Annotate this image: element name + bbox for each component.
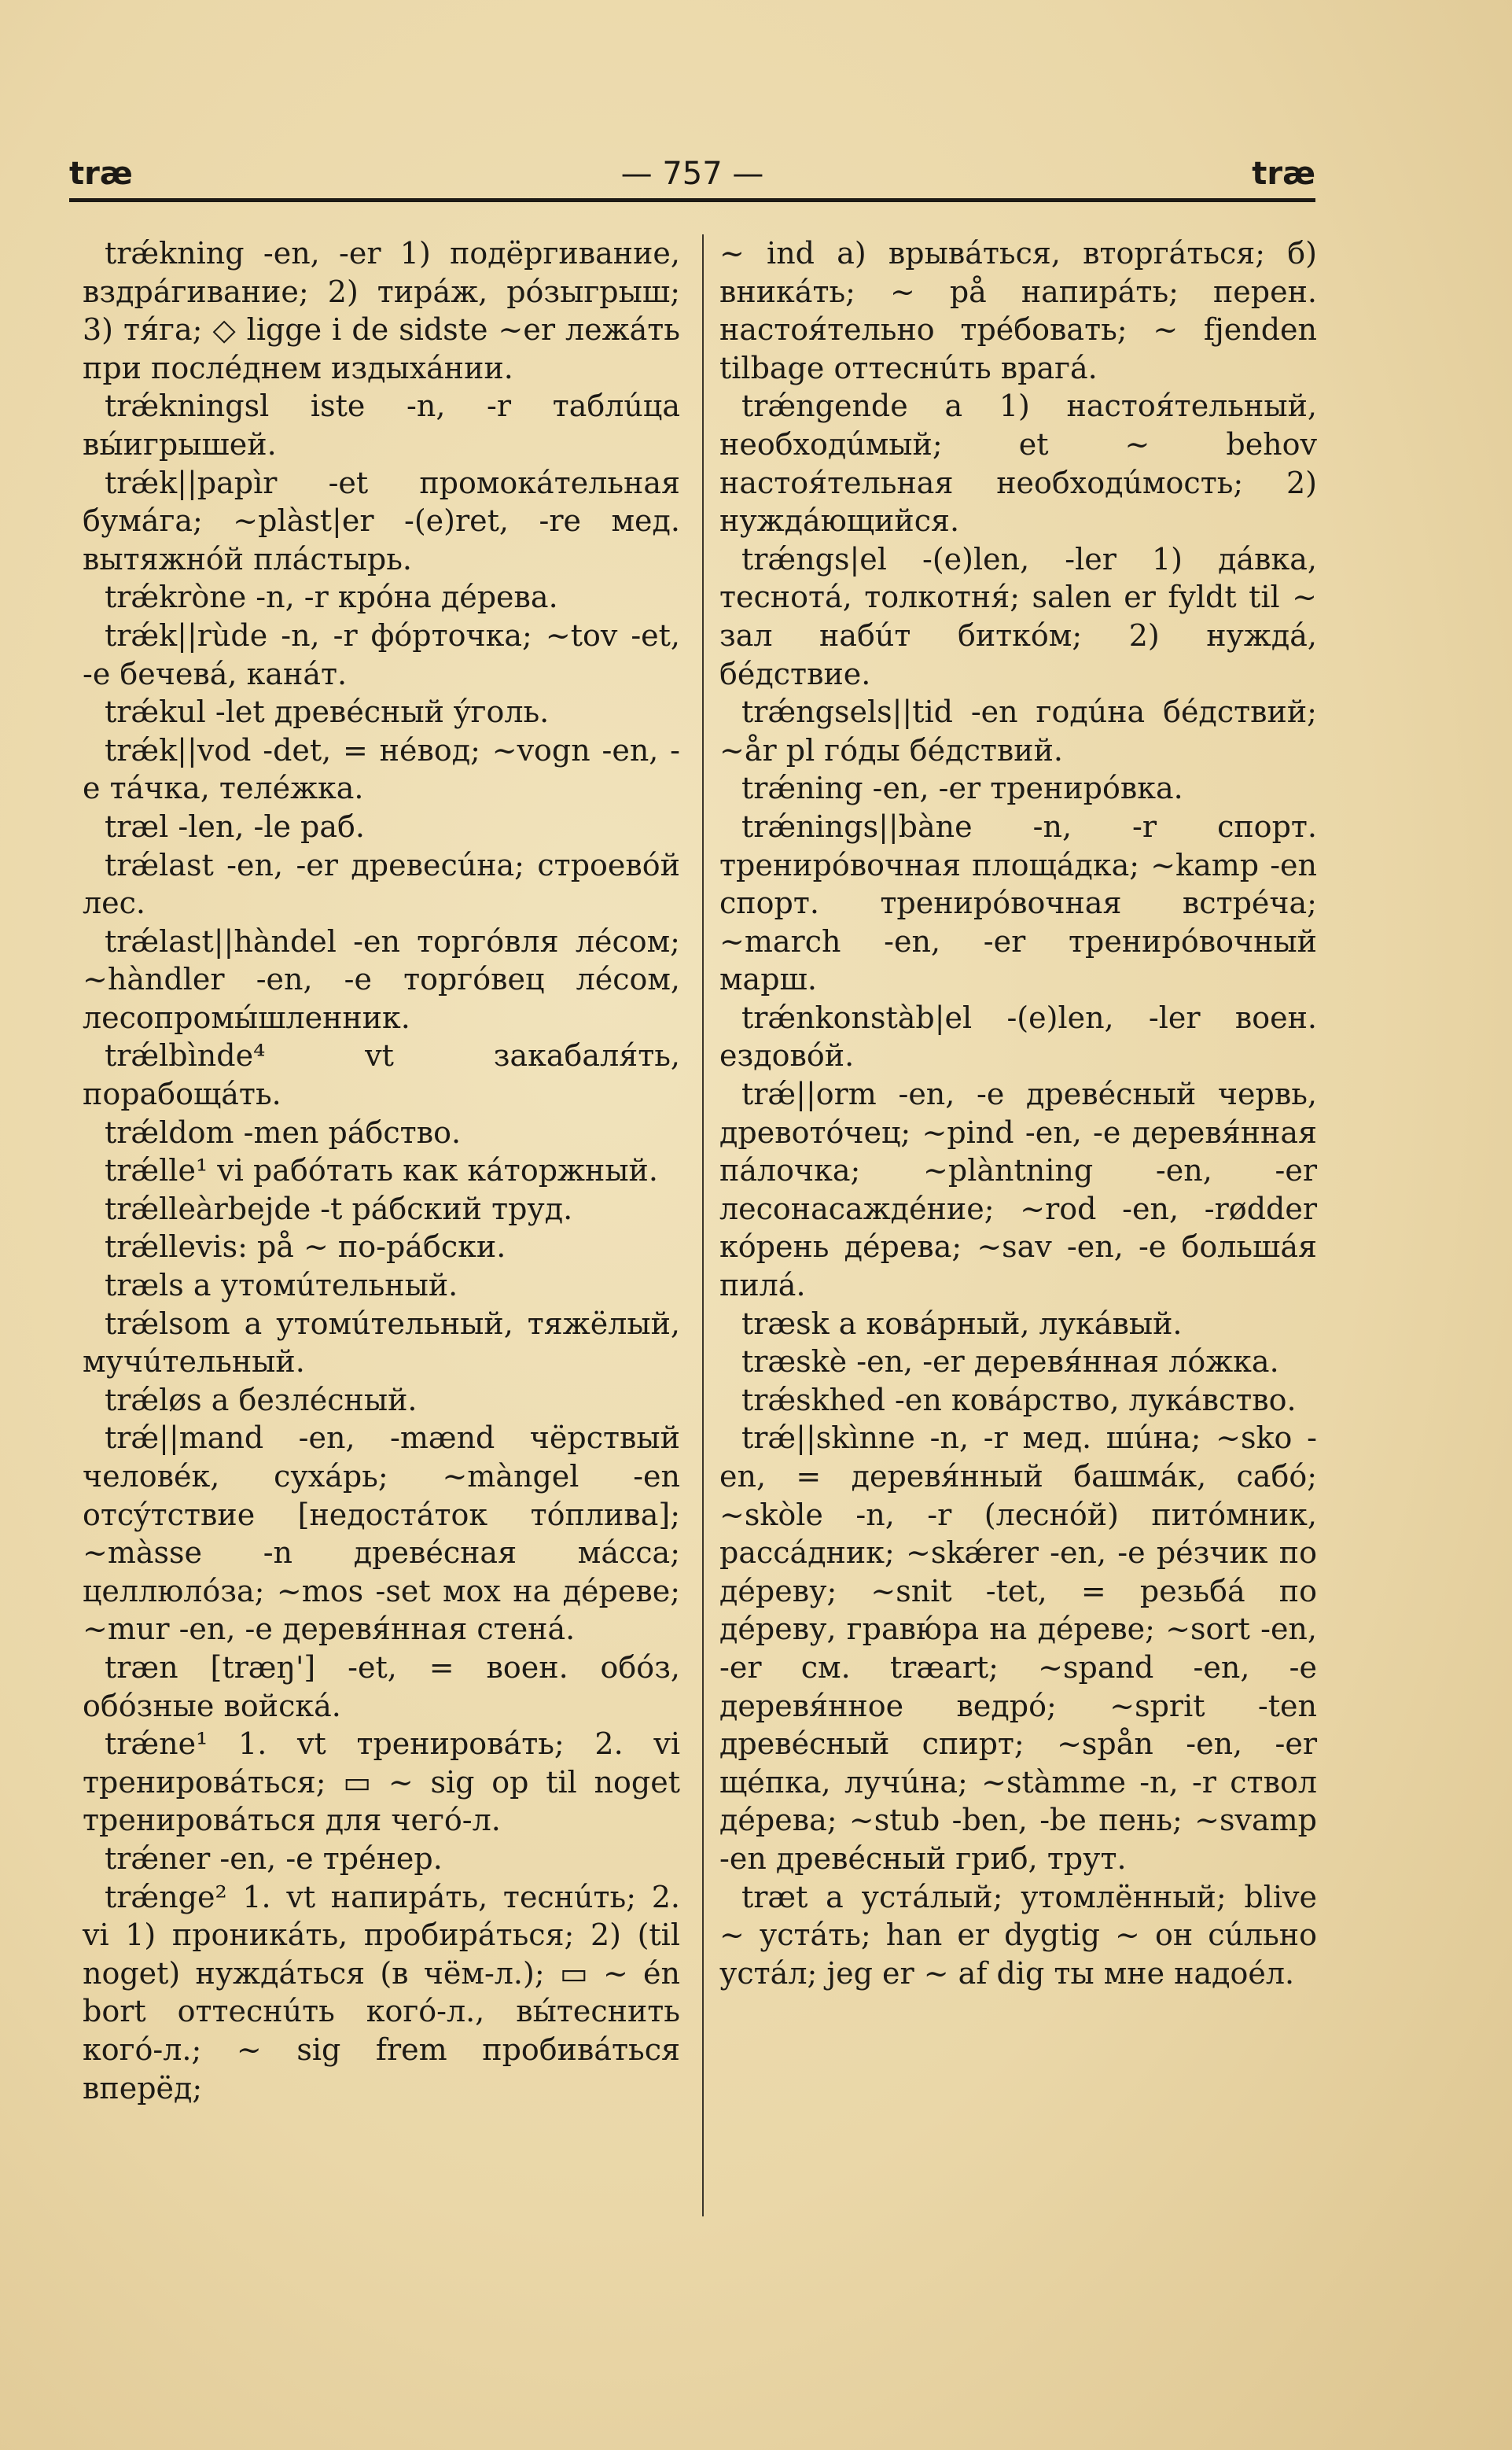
running-header [69,156,1315,203]
dictionary-entry: træn [træŋ'] -et, = воен. обóз, обóзные войскá. [83,1649,680,1723]
dictionary-entry: trǽnings||bàne -n, -r спорт. тренирóвочная площáдка; ~kamp -en спорт. тренирóвочная встрéча; ~march -en, -er тренирóвочный марш. [719,809,1317,997]
dictionary-entry: trǽngsels||tid -en годúна бéдствий; ~år pl гóды бéдствий. [719,694,1317,768]
dictionary-entry: trǽlle¹ vi рабóтать как кáторжный. [105,1153,658,1188]
header-guide-word-left: træ [69,156,133,192]
left-column [83,234,680,2107]
header-rule [69,198,1315,202]
dictionary-entry: trǽkningsl iste -n, -r таблúца вы́игрышей. [83,389,680,462]
page-number: — 757 — [620,156,764,192]
dictionary-entry: trǽ||skìnne -n, -r мед. шúна; ~sko -en, = деревя́нный башмáк, сабó; ~skòle -n, -r (леснóй) питóмник, рассáдник; ~skǽrer -en, -e рéзчик по дéреву; ~snit -tet, = резьбá по дéреву, гравю́ра на дéреве; ~sort -en, -er см. træart; ~spand -en, -e деревя́нное ведрó; ~sprit -ten древéсный спирт; ~spån -en, -er щéпка, лучúна; ~stàmme -n, -r ствол дéрева; ~stub -ben, -be пень; ~svamp -en древéсный гриб, трут. [719,1420,1317,1876]
dictionary-entry: trǽskhed -en ковáрство, лукáвство. [741,1382,1297,1417]
header-guide-word-right: træ [1252,156,1315,192]
dictionary-entry: træt a устáлый; утомлённый; blive ~ устáть; han er dygtig ~ он сúльно устáл; jeg er ~ af dig ты мне надоéл. [719,1879,1317,1991]
dictionary-entry: trǽkròne -n, -r крóна дéрева. [105,580,558,615]
dictionary-entry: træskè -en, -er деревя́нная лóжка. [741,1344,1279,1380]
dictionary-entry: trǽlsom a утомúтельный, тяжёлый, мучúтельный. [83,1306,680,1380]
right-column [719,234,1317,1992]
dictionary-entry: trǽløs a безлéсный. [105,1382,418,1417]
dictionary-entry: træsk a ковáрный, лукáвый. [741,1306,1183,1341]
dictionary-entry: trǽlbìnde⁴ vt закабаля́ть, порабощáть. [83,1038,680,1112]
dictionary-entry: trǽk||papìr -et промокáтельная бумáга; ~plàst|er -(e)ret, -re мед. вытяжнóй плáстырь. [83,465,680,577]
dictionary-entry: trǽngende a 1) настоя́тельный, необходúмый; et ~ behov настоя́тельная необходúмость; 2) нуждáющийся. [719,389,1317,539]
dictionary-entry-continued: ~ ind а) врывáться, вторгáться; б) вникáть; ~ på напирáть; перен. настоя́тельно трéбовать; ~ fjenden tilbage оттеснúть врагá. [719,236,1317,385]
dictionary-entry: træl -len, -le раб. [105,809,365,844]
dictionary-entry: trǽlast||hàndel -en торгóвля лéсом; ~hàndler -en, -e торгóвец лéсом, лесопромы́шленник. [83,923,680,1035]
dictionary-entry: trǽngs|el -(e)len, -ler 1) дáвка, теснотá, толкотня́; salen er fyldt til ~ зал набúт биткóм; 2) нуждá, бéдствие. [719,541,1317,691]
dictionary-entry: trǽ||orm -en, -e древéсный червь, древотóчец; ~pind -en, -e деревя́нная пáлочка; ~plàntning -en, -er лесонасаждéние; ~rod -en, -rødder кóрень дéрева; ~sav -en, -e большáя пилá. [719,1077,1317,1303]
dictionary-entry: trǽldom -men рáбство. [105,1114,462,1150]
dictionary-entry: trǽning -en, -er тренирóвка. [741,771,1183,806]
dictionary-entry: trǽllevis: på ~ по-рáбски. [105,1229,506,1265]
dictionary-entry: trǽ||mand -en, -mænd чёрствый человéк, сухáрь; ~màngel -en отсýтствие [недостáток тóплива]; ~màsse -n древéсная мáсса; целлюлóза; ~mos -set мох на дéреве; ~mur -en, -e деревя́нная стенá. [83,1420,680,1647]
dictionary-entry: trǽlast -en, -er древесúна; строевóй лес. [83,847,680,921]
dictionary-entry: trǽlleàrbejde -t рáбский труд. [105,1191,573,1226]
column-divider [702,234,704,2216]
dictionary-entry: træls a утомúтельный. [105,1268,458,1303]
dictionary-entry: trǽnkonstàb|el -(e)len, -ler воен. ездовóй. [719,1000,1317,1074]
dictionary-entry: trǽk||rùde -n, -r фóрточка; ~tov -et, -e бечевá, канáт. [83,617,680,691]
dictionary-entry: trǽne¹ 1. vt тренировáть; 2. vi тренировáться; ▭ ~ sig op til noget тренировáться для чегó-л. [83,1726,680,1838]
dictionary-entry: trǽk||vod -det, = нéвод; ~vogn -en, -e тáчка, телéжка. [83,732,680,806]
dictionary-entry: trǽner -en, -e трéнер. [105,1840,443,1876]
dictionary-entry: trǽkul -let древéсный ýголь. [105,694,550,730]
dictionary-entry: trǽnge² 1. vt напирáть, теснúть; 2. vi 1) проникáть, пробирáться; 2) (til noget) нуждáться (в чём-л.); ▭ ~ én bort оттеснúть когó-л., вы́теснить когó-л.; ~ sig frem пробивáться вперёд; [83,1879,680,2106]
dictionary-entry: trǽkning -en, -er 1) подёргивание, вздрáгивание; 2) тирáж, рóзыгрыш; 3) тя́га; ◇ ligge i de sidste ~er лежáть при послéднем издыхáнии. [83,236,680,385]
